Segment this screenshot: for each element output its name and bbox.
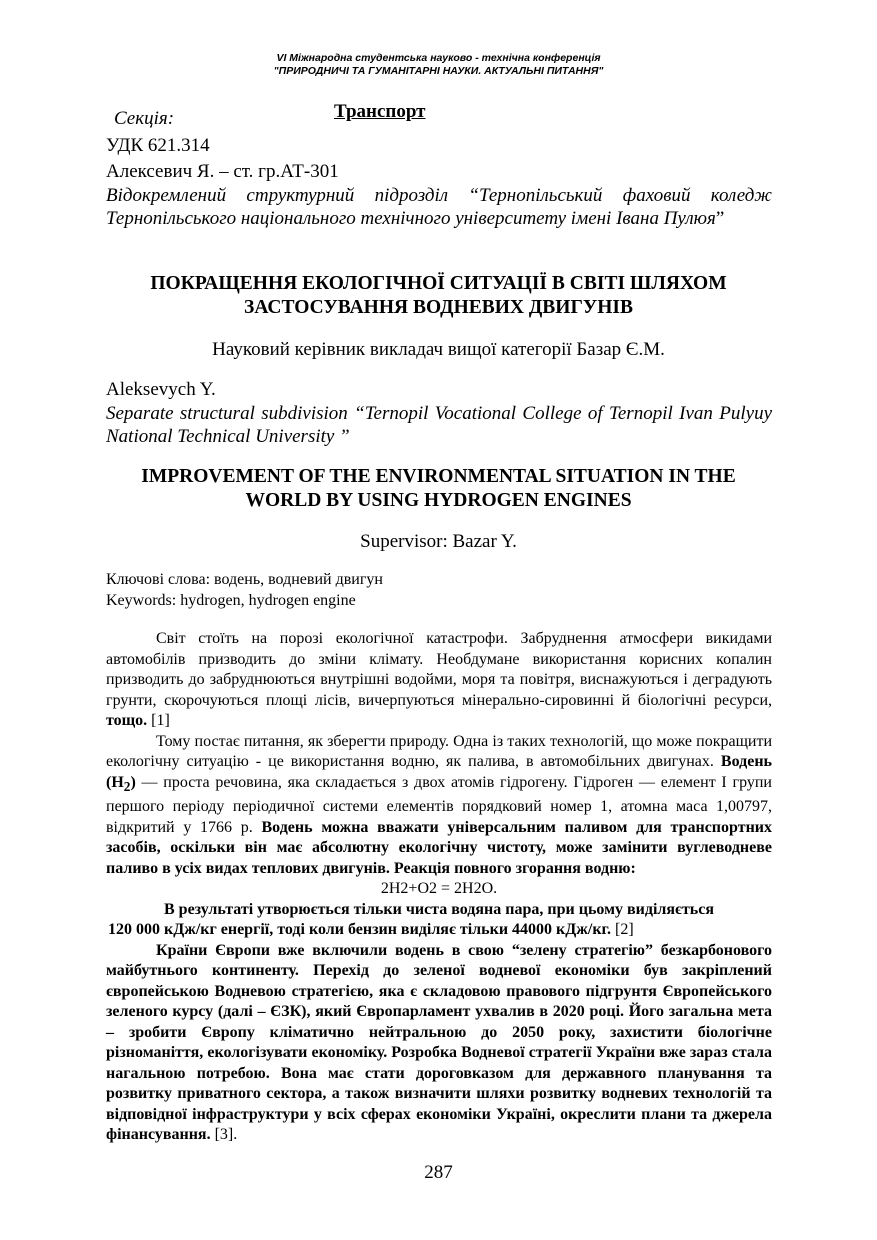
supervisor-en: Supervisor: Bazar Y.	[360, 531, 517, 552]
paragraph-1-text: Світ стоїть на порозі екологічної катастрофи. Забруднення атмосфери викидами автомобілів призводить до зміни клімату. Необдумане використання корисних копалин призводить до забруднюються внутрішні водойми, моря та повітря, виснажуються і деградують грунти, скорочуються площі лісів, вичерпуються мінерально-сировинні й біологічні ресурси,	[106, 630, 772, 709]
article-body	[106, 629, 772, 1146]
author-uk: Алексевич Я. – ст. гр.АТ-301	[106, 161, 339, 182]
paragraph-2	[106, 732, 772, 880]
paragraph-1	[106, 629, 772, 732]
paragraph-1-bold: тощо.	[106, 712, 148, 729]
supervisor-uk: Науковий керівник викладач вищої категорії Базар Є.М.	[212, 339, 665, 360]
affiliation-uk-text: Відокремлений структурний підрозділ “Тернопільський фаховий коледж Тернопільського національного технічного університету імені Івана Пулюя	[106, 185, 772, 229]
title-uk	[80, 272, 797, 320]
title-uk-line-2: ЗАСТОСУВАННЯ ВОДНЕВИХ ДВИГУНІВ	[244, 297, 633, 318]
paragraph-3-reference: [2]	[611, 921, 634, 939]
page-number: 287	[424, 1162, 453, 1183]
paragraph-2-bold: Водень можна вважати універсальним паливом для транспортних засобів, оскільки він має абсолютну екологічну чистоту, може замінити вуглеводневе паливо в усіх видах теплових двигунів. Реакція повного згорання водню:	[106, 818, 772, 877]
paragraph-4-bold: Країни Європи вже включили водень в свою “зелену стратегію” безкарбонового майбутнього континенту. Перехід до зеленої водневої економіки був закріплений європейською Водневою стратегією, яка є складовою правового підгрунтя Європейського зеленого курсу (далі – ЄЗК), який Європарламент ухвалив в 2020 році. Його загальна мета – зробити Європу кліматично нейтральною до 2050 року, захистити біологічне різноманіття, екологізувати економіку. Розробка Водневої стратегії України вже зараз стала нагальною потребою. Вона має стати дороговказом для державного планування та розвитку приватного сектора, а також визначити шляхи розвитку водневих технологій та відповідної інфраструктури у всіх сферах економіки Україні, окреслити плани та джерела фінансування.	[106, 941, 772, 1144]
conference-header	[0, 52, 877, 78]
section-name: Транспорт	[334, 101, 426, 122]
keywords-en: Keywords: hydrogen, hydrogen engine	[106, 591, 356, 609]
title-uk-line-1: ПОКРАЩЕННЯ ЕКОЛОГІЧНОЇ СИТУАЦІЇ В СВІТІ ШЛЯХОМ	[150, 273, 727, 294]
paragraph-3	[106, 900, 772, 941]
paragraph-3-line-1: В результаті утворюється тільки чиста водяна пара, при цьому виділяється	[164, 900, 715, 918]
title-en-line-1: IMPROVEMENT OF THE ENVIRONMENTAL SITUATION IN THE	[141, 466, 736, 487]
conference-header-line-1: VI Міжнародна студентська науково - технічна конференція	[276, 52, 601, 64]
paragraph-2-text-1: Тому постає питання, як зберегти природу. Одна із таких технологій, що може покращити екологічну ситуацію - це використання водню, як палива, в автомобільних двигунах.	[106, 732, 772, 770]
paragraph-2-hydrogen-term-end: )	[130, 773, 136, 791]
conference-header-line-2: "ПРИРОДНИЧІ ТА ГУМАНІТАРНІ НАУКИ. АКТУАЛЬНІ ПИТАННЯ"	[273, 65, 604, 77]
affiliation-en: Separate structural subdivision “Ternopil Vocational College of Ternopil Ivan Pulyuy National Technical University ”	[106, 403, 772, 447]
paragraph-3-line-2: 120 000 кДж/кг енергії, тоді коли бензин виділяє тільки 44000 кДж/кг.	[108, 921, 612, 939]
paragraph-2-hydrogen-term: Водень (Н	[106, 753, 772, 791]
udk-code: УДК 621.314	[106, 135, 210, 156]
paragraph-2-subscript: 2	[123, 778, 131, 794]
affiliation-uk	[106, 184, 772, 230]
keywords-uk: Ключові слова: водень, водневий двигун	[106, 571, 383, 588]
keywords	[106, 570, 772, 611]
combustion-formula: 2H2+O2 = 2H2O.	[380, 880, 498, 898]
paragraph-2-text-2: — проста речовина, яка складається з двох атомів гідрогену. Гідроген — елемент I групи першого періоду періодичної системи елементів порядковий номер 1, атомна маса 1,00797, відкритий у 1766 р.	[106, 773, 772, 836]
paragraph-1-reference: [1]	[147, 712, 170, 729]
author-en: Aleksevych Y.	[106, 379, 216, 400]
paragraph-4	[106, 941, 772, 1146]
paragraph-4-reference: [3].	[210, 1126, 238, 1144]
title-en	[80, 465, 797, 513]
affiliation-uk-close-quote: ”	[715, 208, 725, 229]
title-en-line-2: WORLD BY USING HYDROGEN ENGINES	[245, 490, 632, 511]
section-label: Секція:	[114, 108, 175, 129]
